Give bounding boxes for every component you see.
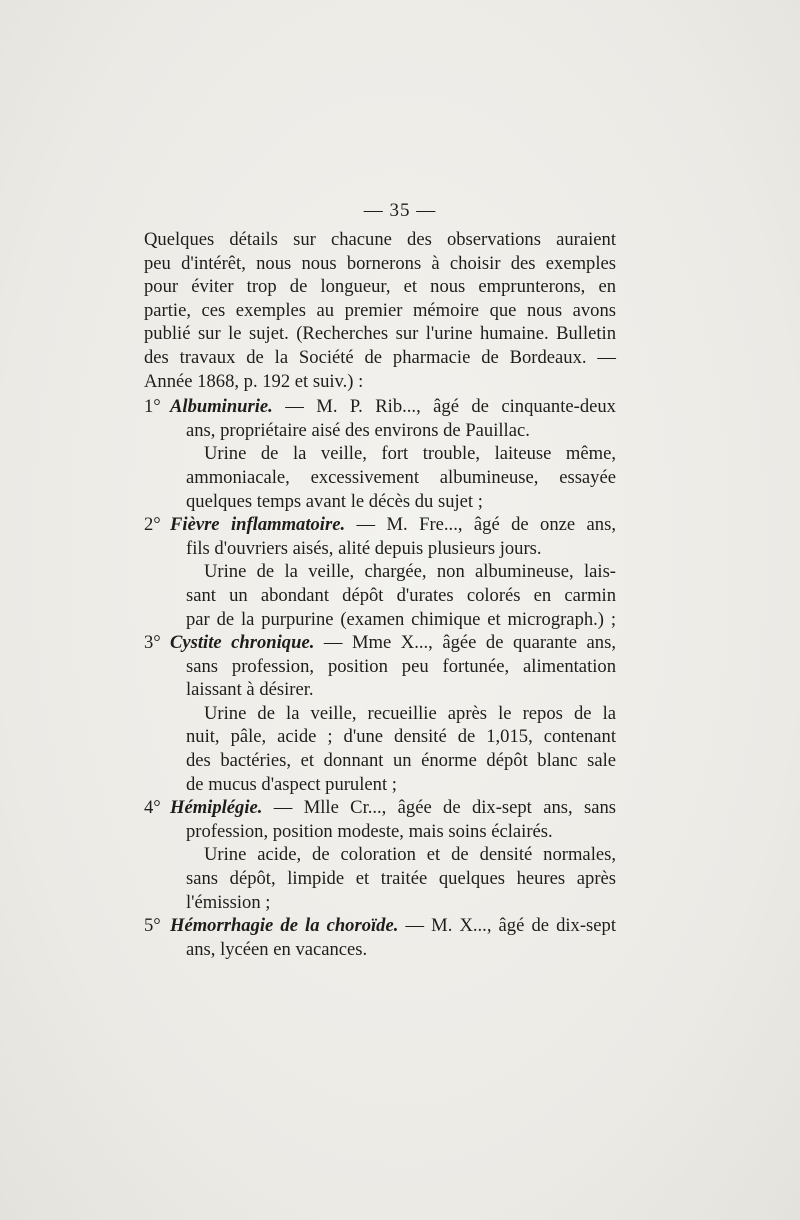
observation-line: par de la purpurine (examen chimique et micrograph.) ; <box>186 608 616 630</box>
observation-line: de mucus d'aspect purulent ; <box>186 773 397 795</box>
intro-line: pour éviter trop de longueur, et nous emprunterons, en <box>144 276 616 298</box>
intro-line: partie, ces exemples au premier mémoire que nous avons <box>144 299 616 321</box>
observation-body <box>144 938 616 962</box>
observation-line: Urine de la veille, chargée, non albumineuse, lais- <box>204 561 616 583</box>
observation-line: laissant à désirer. <box>186 679 314 701</box>
intro-line: des travaux de la Société de pharmacie de Bordeaux. — <box>144 346 616 368</box>
observation-item <box>144 513 616 631</box>
observation-body <box>144 537 616 631</box>
observation-number: 2° <box>144 514 161 536</box>
observation-item <box>144 796 616 914</box>
page-number: — 35 — <box>363 200 437 221</box>
observation-line: nuit, pâle, acide ; d'une densité de 1,015, contenant <box>186 726 616 748</box>
observation-patient: — M. Fre..., âgé de onze ans, <box>356 514 616 536</box>
observation-heading <box>144 631 616 655</box>
observation-title: Fièvre inflammatoire. <box>170 514 346 536</box>
observation-patient: — M. P. Rib..., âgé de cinquante-deux <box>285 396 616 418</box>
observation-number: 3° <box>144 632 161 654</box>
observation-number: 1° <box>144 396 161 418</box>
intro-line: peu d'intérêt, nous nous bornerons à choisir des exemples <box>144 252 616 274</box>
observation-heading <box>144 513 616 537</box>
observation-line: ans, lycéen en vacances. <box>186 938 368 960</box>
observation-heading <box>144 914 616 938</box>
observation-item <box>144 631 616 796</box>
observation-body <box>144 820 616 914</box>
observation-line: des bactéries, et donnant un énorme dépôt blanc sale <box>186 750 616 772</box>
observation-patient: — M. X..., âgé de dix-sept <box>405 915 617 937</box>
observation-item <box>144 914 616 961</box>
observation-line: sant un abondant dépôt d'urates colorés en carmin <box>186 584 616 606</box>
observation-line: profession, position modeste, mais soins éclairés. <box>186 820 553 842</box>
observation-patient: — Mme X..., âgée de quarante ans, <box>323 632 616 654</box>
intro-line: Année 1868, p. 192 et suiv.) : <box>144 370 364 392</box>
observation-body <box>144 419 616 513</box>
observation-line: Urine de la veille, recueillie après le repos de la <box>204 702 616 724</box>
observation-title: Hémorrhagie de la choroïde. <box>170 915 399 937</box>
observation-line: sans dépôt, limpide et traitée quelques heures après <box>186 868 616 890</box>
observation-line: Urine de la veille, fort trouble, laiteuse même, <box>204 443 616 465</box>
observation-patient: — Mlle Cr..., âgée de dix-sept ans, sans <box>273 797 616 819</box>
observation-line: Urine acide, de coloration et de densité normales, <box>204 844 616 866</box>
observation-line: sans profession, position peu fortunée, alimentation <box>186 655 616 677</box>
intro-line: Quelques détails sur chacune des observations auraient <box>144 229 616 250</box>
observation-item <box>144 395 616 513</box>
observation-number: 4° <box>144 797 161 819</box>
observation-line: ans, propriétaire aisé des environs de Pauillac. <box>186 419 530 441</box>
observation-list <box>144 395 616 961</box>
observation-title: Albuminurie. <box>170 396 273 418</box>
observation-title: Hémiplégie. <box>170 797 263 819</box>
intro-line: publié sur le sujet. (Recherches sur l'urine humaine. Bulletin <box>144 323 616 345</box>
observation-line: quelques temps avant le décès du sujet ; <box>186 490 483 512</box>
observation-title: Cystite chronique. <box>170 632 315 654</box>
intro-paragraph <box>144 228 616 393</box>
observation-line: l'émission ; <box>186 891 271 913</box>
observation-heading <box>144 395 616 419</box>
observation-line: fils d'ouvriers aisés, alité depuis plusieurs jours. <box>186 537 542 559</box>
observation-heading <box>144 796 616 820</box>
observation-body <box>144 655 616 797</box>
observation-number: 5° <box>144 915 161 937</box>
observation-line: ammoniacale, excessivement albumineuse, essayée <box>186 466 616 488</box>
body-text <box>144 228 616 961</box>
